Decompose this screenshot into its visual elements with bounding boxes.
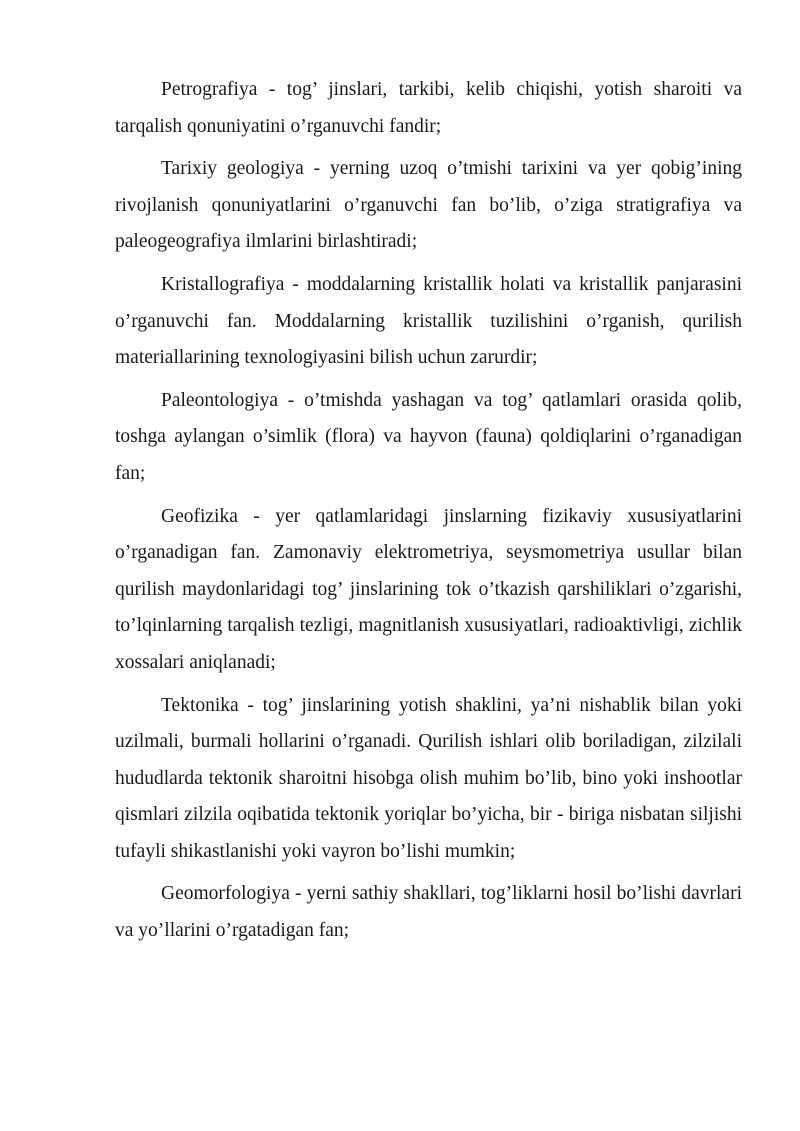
paragraph-tektonika: Tektonika - tog’ jinslarining yotish shaklini, ya’ni nishablik bilan yoki uzilmali, burmali hollarini o’rganadi. Qurilish ishlari olib boriladigan, zilzilali hududlarda tektonik sharoitni hisobga olish muhim bo’lib, bino yoki inshootlar qismlari zilzila oqibatida tektonik yoriqlar bo’yicha, bir - biriga nisbatan siljishi tufayli shikastlanishi yoki vayron bo’lishi mumkin; xyxy=(115,694,742,862)
document-page xyxy=(115,72,742,956)
paragraph-paleontologiya: Paleontologiya - o’tmishda yashagan va tog’ qatlamlari orasida qolib, toshga aylangan o’simlik (flora) va hayvon (fauna) qoldiqlarini o’rganadigan fan; xyxy=(115,389,742,484)
paragraph-kristallografiya: Kristallografiya - moddalarning kristallik holati va kristallik panjarasini o’rganuvchi fan. Moddalarning kristallik tuzilishini o’rganish, qurilish materiallarining texnologiyasini bilish uchun zarurdir; xyxy=(115,273,742,369)
paragraph-geomorfologiya: Geomorfologiya - yerni sathiy shakllari, tog’liklarni hosil bo’lishi davrlari va yo’llarini o’rgatadigan fan; xyxy=(115,883,742,942)
paragraph-geofizika: Geofizika - yer qatlamlaridagi jinslarning fizikaviy xususiyatlarini o’rganadigan fan. Zamonaviy elektrometriya, seysmometriya usullar bilan qurilish maydonlaridagi tog’ jinslarining tok o’tkazish qarshiliklari o’zgarishi, to’lqinlarning tarqalish tezligi, magnitlanish xususiyatlari, radioaktivligi, zichlik xossalari aniqlanadi; xyxy=(115,505,742,673)
paragraph-petrografiya: Petrografiya - tog’ jinslari, tarkibi, kelib chiqishi, yotish sharoiti va tarqalish qonuniyatini o’rganuvchi fandir; xyxy=(115,79,742,137)
paragraph-tarixiy-geologiya: Tarixiy geologiya - yerning uzoq o’tmishi tarixini va yer qobig’ining rivojlanish qonuniyatlarini o’rganuvchi fan bo’lib, o’ziga stratigrafiya va paleogeografiya ilmlarini birlashtiradi; xyxy=(115,158,742,253)
